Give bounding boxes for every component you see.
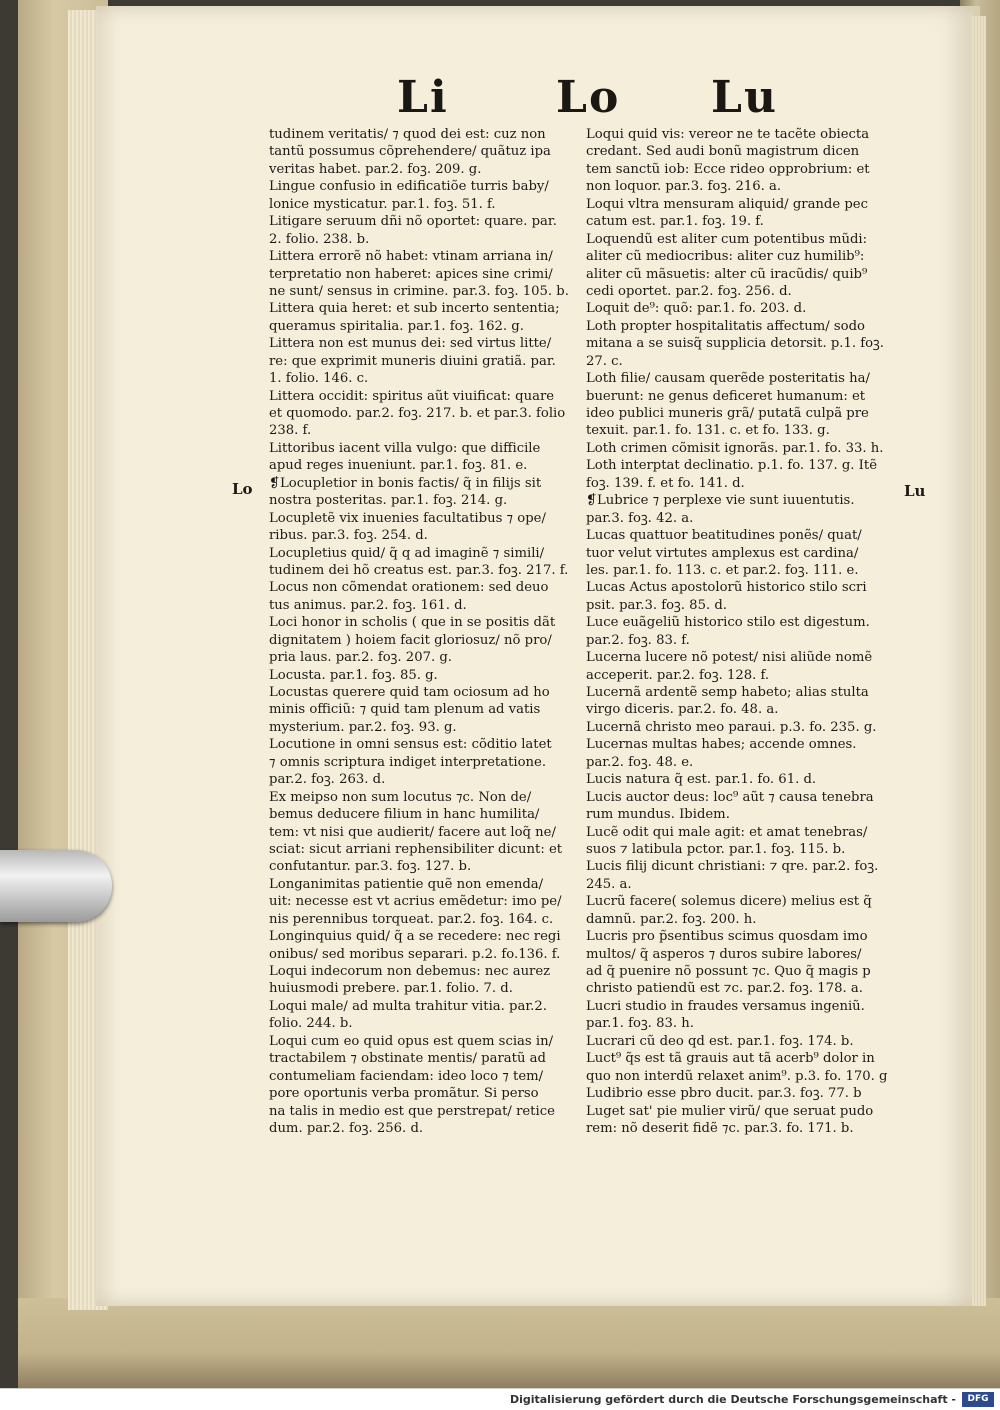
text-line: Locusta. par.1. foꝫ. 85. g. xyxy=(269,667,438,683)
text-line: Loqui male/ ad multa trahitur vitia. par.2. xyxy=(269,998,547,1014)
footer-credit: Digitalisierung gefördert durch die Deutsche Forschungsgemeinschaft - xyxy=(509,1393,956,1406)
text-line: pore oportunis verba promãtur. Si perso xyxy=(269,1086,539,1102)
text-line: 238. f. xyxy=(269,423,312,439)
text-line: 245. a. xyxy=(586,876,632,892)
text-line: texuit. par.1. fo. 131. c. et fo. 133. g. xyxy=(586,423,830,439)
text-line: Luce euãgeliũ historico stilo est digestum. xyxy=(586,615,870,631)
text-line: folio. 244. b. xyxy=(269,1016,353,1032)
text-line: ne sunt/ sensus in crimine. par.3. foꝫ. 105. b. xyxy=(269,283,569,299)
text-line: Litigare seruum dñi nõ oportet: quare. par. xyxy=(269,214,557,230)
text-line: apud reges inueniunt. par.1. foꝫ. 81. e. xyxy=(269,458,528,474)
text-line: Loth crimen cõmisit ignorãs. par.1. fo. 33. h. xyxy=(586,440,884,456)
text-line: dum. par.2. foꝫ. 256. d. xyxy=(269,1120,424,1136)
text-line: mitana a se suisq̃ supplicia detorsit. p.1. foꝫ. xyxy=(586,336,884,352)
text-line: Luct⁹ q̃s est tã grauis aut tã acerb⁹ dolor in xyxy=(586,1051,875,1067)
right-text-column xyxy=(586,126,899,1137)
text-line: Loqui cum eo quid opus est quem scias in/ xyxy=(269,1033,554,1049)
header-letter-li: Li xyxy=(397,72,449,123)
text-line: bemus deducere filium in hanc humilita/ xyxy=(269,807,540,823)
text-line: par.2. foꝫ. 263. d. xyxy=(269,772,386,788)
text-line: Lucẽ odit qui male agit: et amat tenebras/ xyxy=(586,824,868,840)
text-line: ideo publici muneris grã/ putatã culpã pre xyxy=(586,406,869,421)
text-line: les. par.1. fo. 113. c. et par.2. foꝫ. 111. e. xyxy=(586,562,859,578)
text-line: Loqui vltra mensuram aliquid/ grande pec xyxy=(586,196,868,212)
text-line: Littera quia heret: et sub incerto sententia; xyxy=(269,301,560,317)
text-line: onibus/ sed moribus separari. p.2. fo.136. f. xyxy=(269,946,561,962)
text-line: tus animus. par.2. foꝫ. 161. d. xyxy=(269,597,467,613)
text-line: 27. c. xyxy=(586,353,623,369)
text-line: Littera non est munus dei: sed virtus litte/ xyxy=(269,336,552,352)
text-line: Locutione in omni sensus est: cõditio latet xyxy=(269,737,552,753)
text-line: Loquit de⁹: quõ: par.1. fo. 203. d. xyxy=(586,301,807,317)
text-line: buerunt: ne genus deficeret humanum: et xyxy=(586,388,866,404)
text-line: non loquor. par.3. foꝫ. 216. a. xyxy=(586,179,782,195)
text-line: tuor velut virtutes amplexus est cardina/ xyxy=(586,545,859,561)
text-line: Lucernã christo meo paraui. p.3. fo. 235. g. xyxy=(586,719,877,735)
text-line: Loth propter hospitalitatis affectum/ sodo xyxy=(586,318,865,334)
margin-mark-right: Lu xyxy=(904,482,926,500)
text-line: lonice mysticatur. par.1. foꝫ. 51. f. xyxy=(269,196,496,212)
text-line: Lucas Actus apostolorũ historico stilo scri xyxy=(586,580,867,596)
text-line: rum mundus. Ibidem. xyxy=(586,807,730,823)
text-line: contumeliam faciendam: ideo loco ⁊ tem/ xyxy=(269,1068,544,1084)
text-line: 2. folio. 238. b. xyxy=(269,231,370,247)
text-line: Lucerna lucere nõ potest/ nisi aliũde nomẽ xyxy=(586,650,873,666)
text-line: 1. folio. 146. c. xyxy=(269,371,369,387)
text-line: Lucrari cũ deo qd est. par.1. foꝫ. 174. b. xyxy=(586,1033,854,1049)
text-line: Locustas querere quid tam ociosum ad ho xyxy=(269,685,550,700)
text-line: christo patiendũ est ⁊c. par.2. foꝫ. 178. a. xyxy=(586,981,863,997)
text-line: uit: necesse est vt acrius emẽdetur: imo pe/ xyxy=(269,894,562,910)
text-line: tudinem veritatis/ ⁊ quod dei est: cuz non xyxy=(269,127,546,142)
footer-bar xyxy=(0,1388,1000,1410)
text-line: queramus spiritalia. par.1. foꝫ. 162. g. xyxy=(269,318,524,334)
text-line: rem: nõ deserit fidẽ ⁊c. par.3. fo. 171. b. xyxy=(586,1120,854,1136)
text-line: aliter cũ mãsuetis: alter cũ iracũdis/ quib⁹ xyxy=(586,266,868,282)
text-line: confutantur. par.3. foꝫ. 127. b. xyxy=(269,859,472,875)
text-line: Lucrũ facere( solemus dicere) melius est q̃ xyxy=(586,894,872,910)
text-line: Loth interptat declinatio. p.1. fo. 137. g. Itẽ xyxy=(586,458,878,474)
text-line: damnũ. par.2. foꝫ. 200. h. xyxy=(586,911,757,927)
text-line: acceperit. par.2. foꝫ. 128. f. xyxy=(586,667,770,683)
text-line: Loci honor in scholis ( que in se positis dãt xyxy=(269,615,556,631)
text-line: Lucernas multas habes; accende omnes. xyxy=(586,737,857,753)
text-line: Loqui quid vis: vereor ne te tacẽte obiecta xyxy=(586,127,870,142)
text-line: Loqui indecorum non debemus: nec aurez xyxy=(269,964,551,979)
header-letter-lu: Lu xyxy=(711,72,778,123)
text-line: Lucis filij dicunt christiani: ⁊ qre. par.2. foꝫ. xyxy=(586,859,879,875)
text-line: Lucernã ardentẽ semp habeto; alias stulta xyxy=(586,685,869,700)
text-line: virgo diceris. par.2. fo. 48. a. xyxy=(586,702,779,718)
text-line: Lucas quattuor beatitudines ponẽs/ quat/ xyxy=(586,528,862,544)
text-line: par.2. foꝫ. 83. f. xyxy=(586,632,690,648)
text-line: quo non interdũ relaxet anim⁹. p.3. fo. 170. g xyxy=(586,1068,888,1084)
text-line: Lucis natura q̃ est. par.1. fo. 61. d. xyxy=(586,772,817,788)
text-line: tudinem dei hõ creatus est. par.3. foꝫ. 217. f. xyxy=(269,562,569,578)
text-line: pria laus. par.2. foꝫ. 207. g. xyxy=(269,650,452,666)
text-line: credant. Sed audi bonũ magistrum dicen xyxy=(586,144,860,160)
text-line: catum est. par.1. foꝫ. 19. f. xyxy=(586,214,764,230)
text-line: Longinquius quid/ q̃ a se recedere: nec regi xyxy=(269,929,561,945)
text-line: Loth filie/ causam querẽde posteritatis ha/ xyxy=(586,371,870,387)
text-line: nostra posteritas. par.1. foꝫ. 214. g. xyxy=(269,493,508,509)
text-line: tantũ possumus cõprehendere/ quãtuz ipa xyxy=(269,144,551,160)
dfg-logo: DFG xyxy=(962,1392,994,1407)
text-line: mysterium. par.2. foꝫ. 93. g. xyxy=(269,719,457,735)
text-line: Longanimitas patientie quẽ non emenda/ xyxy=(269,876,544,892)
text-line: par.2. foꝫ. 48. e. xyxy=(586,754,694,770)
margin-mark-left: Lo xyxy=(232,480,253,498)
text-line: minis officiũ: ⁊ quid tam plenum ad vatis xyxy=(269,702,541,718)
text-line: par.3. foꝫ. 42. a. xyxy=(586,510,694,526)
text-line: tem sanctũ iob: Ecce rideo opprobrium: et xyxy=(586,161,870,177)
text-line: Ex meipso non sum locutus ⁊c. Non de/ xyxy=(269,789,532,805)
text-line: sciat: sicut arriani rephensibiliter dicunt: et xyxy=(269,841,563,857)
text-line: psit. par.3. foꝫ. 85. d. xyxy=(586,597,727,613)
text-line: ribus. par.3. foꝫ. 254. d. xyxy=(269,528,428,544)
text-line: Ludibrio esse pbro ducit. par.3. foꝫ. 77. b xyxy=(586,1086,862,1102)
text-line: Littoribus iacent villa vulgo: que difficile xyxy=(269,440,541,456)
page-clip xyxy=(0,850,112,922)
text-line: par.1. foꝫ. 83. h. xyxy=(586,1016,694,1032)
text-line: nis perennibus torqueat. par.2. foꝫ. 164. c. xyxy=(269,911,554,927)
text-line: veritas habet. par.2. foꝫ. 209. g. xyxy=(269,161,482,177)
text-line: Littera errorẽ nõ habet: vtinam arriana in/ xyxy=(269,249,553,265)
text-line: Locupletius quid/ q̃ q ad imaginẽ ⁊ simili/ xyxy=(269,545,545,561)
text-line: ❡Locupletior in bonis factis/ q̃ in filijs sit xyxy=(269,475,542,491)
text-line: Luget sat' pie mulier virũ/ que seruat pudo xyxy=(586,1103,874,1119)
text-line: dignitatem ) hoiem facit gloriosuz/ nõ pro/ xyxy=(269,632,552,648)
page-stack-right xyxy=(972,16,986,1306)
text-line: et quomodo. par.2. foꝫ. 217. b. et par.3. folio xyxy=(269,406,566,421)
text-line: tem: vt nisi que audierit/ facere aut loq̃ ne/ xyxy=(269,824,556,840)
text-line: Lingue confusio in edificatiõe turris baby/ xyxy=(269,179,549,195)
text-line: cedi oportet. par.2. foꝫ. 256. d. xyxy=(586,283,792,299)
text-line: ad q̃ puenire nõ possunt ⁊c. Quo q̃ magis p xyxy=(586,964,871,979)
left-text-column xyxy=(269,126,574,1137)
text-line: re: que exprimit muneris diuini gratiã. par. xyxy=(269,353,556,369)
text-line: huiusmodi prebere. par.1. folio. 7. d. xyxy=(269,981,513,997)
text-line: Lucris pro p̃sentibus scimus quosdam imo xyxy=(586,929,868,945)
text-line: Loquendũ est aliter cum potentibus mũdi: xyxy=(586,231,868,247)
text-line: tractabilem ⁊ obstinate mentis/ paratũ ad xyxy=(269,1051,546,1067)
text-line: Lucri studio in fraudes versamus ingeniũ. xyxy=(586,998,865,1014)
text-line: terpretatio non haberet: apices sine crimi/ xyxy=(269,266,553,282)
header-letter-lo: Lo xyxy=(556,72,621,123)
text-line: Locupletẽ vix inuenies facultatibus ⁊ ope/ xyxy=(269,510,546,526)
text-line: ⁊ omnis scriptura indiget interpretatione. xyxy=(269,754,547,770)
text-line: multos/ q̃ asperos ⁊ duros subire labores/ xyxy=(586,946,862,962)
text-line: Littera occidit: spiritus aũt viuificat: quare xyxy=(269,388,555,404)
text-line: foꝫ. 139. f. et fo. 141. d. xyxy=(586,475,745,491)
text-line: suos ⁊ latibula pctor. par.1. foꝫ. 115. b. xyxy=(586,841,846,857)
text-line: aliter cũ mediocribus: aliter cuz humilib⁹: xyxy=(586,249,865,265)
text-line: na talis in medio est que perstrepat/ retice xyxy=(269,1103,555,1119)
cover-bottom-edge xyxy=(18,1298,1000,1388)
text-line: Locus non cõmendat orationem: sed deuo xyxy=(269,580,549,596)
text-line: Lucis auctor deus: loc⁹ aũt ⁊ causa tenebra xyxy=(586,789,874,805)
text-line: ❡Lubrice ⁊ perplexe vie sunt iuuentutis. xyxy=(586,493,855,509)
